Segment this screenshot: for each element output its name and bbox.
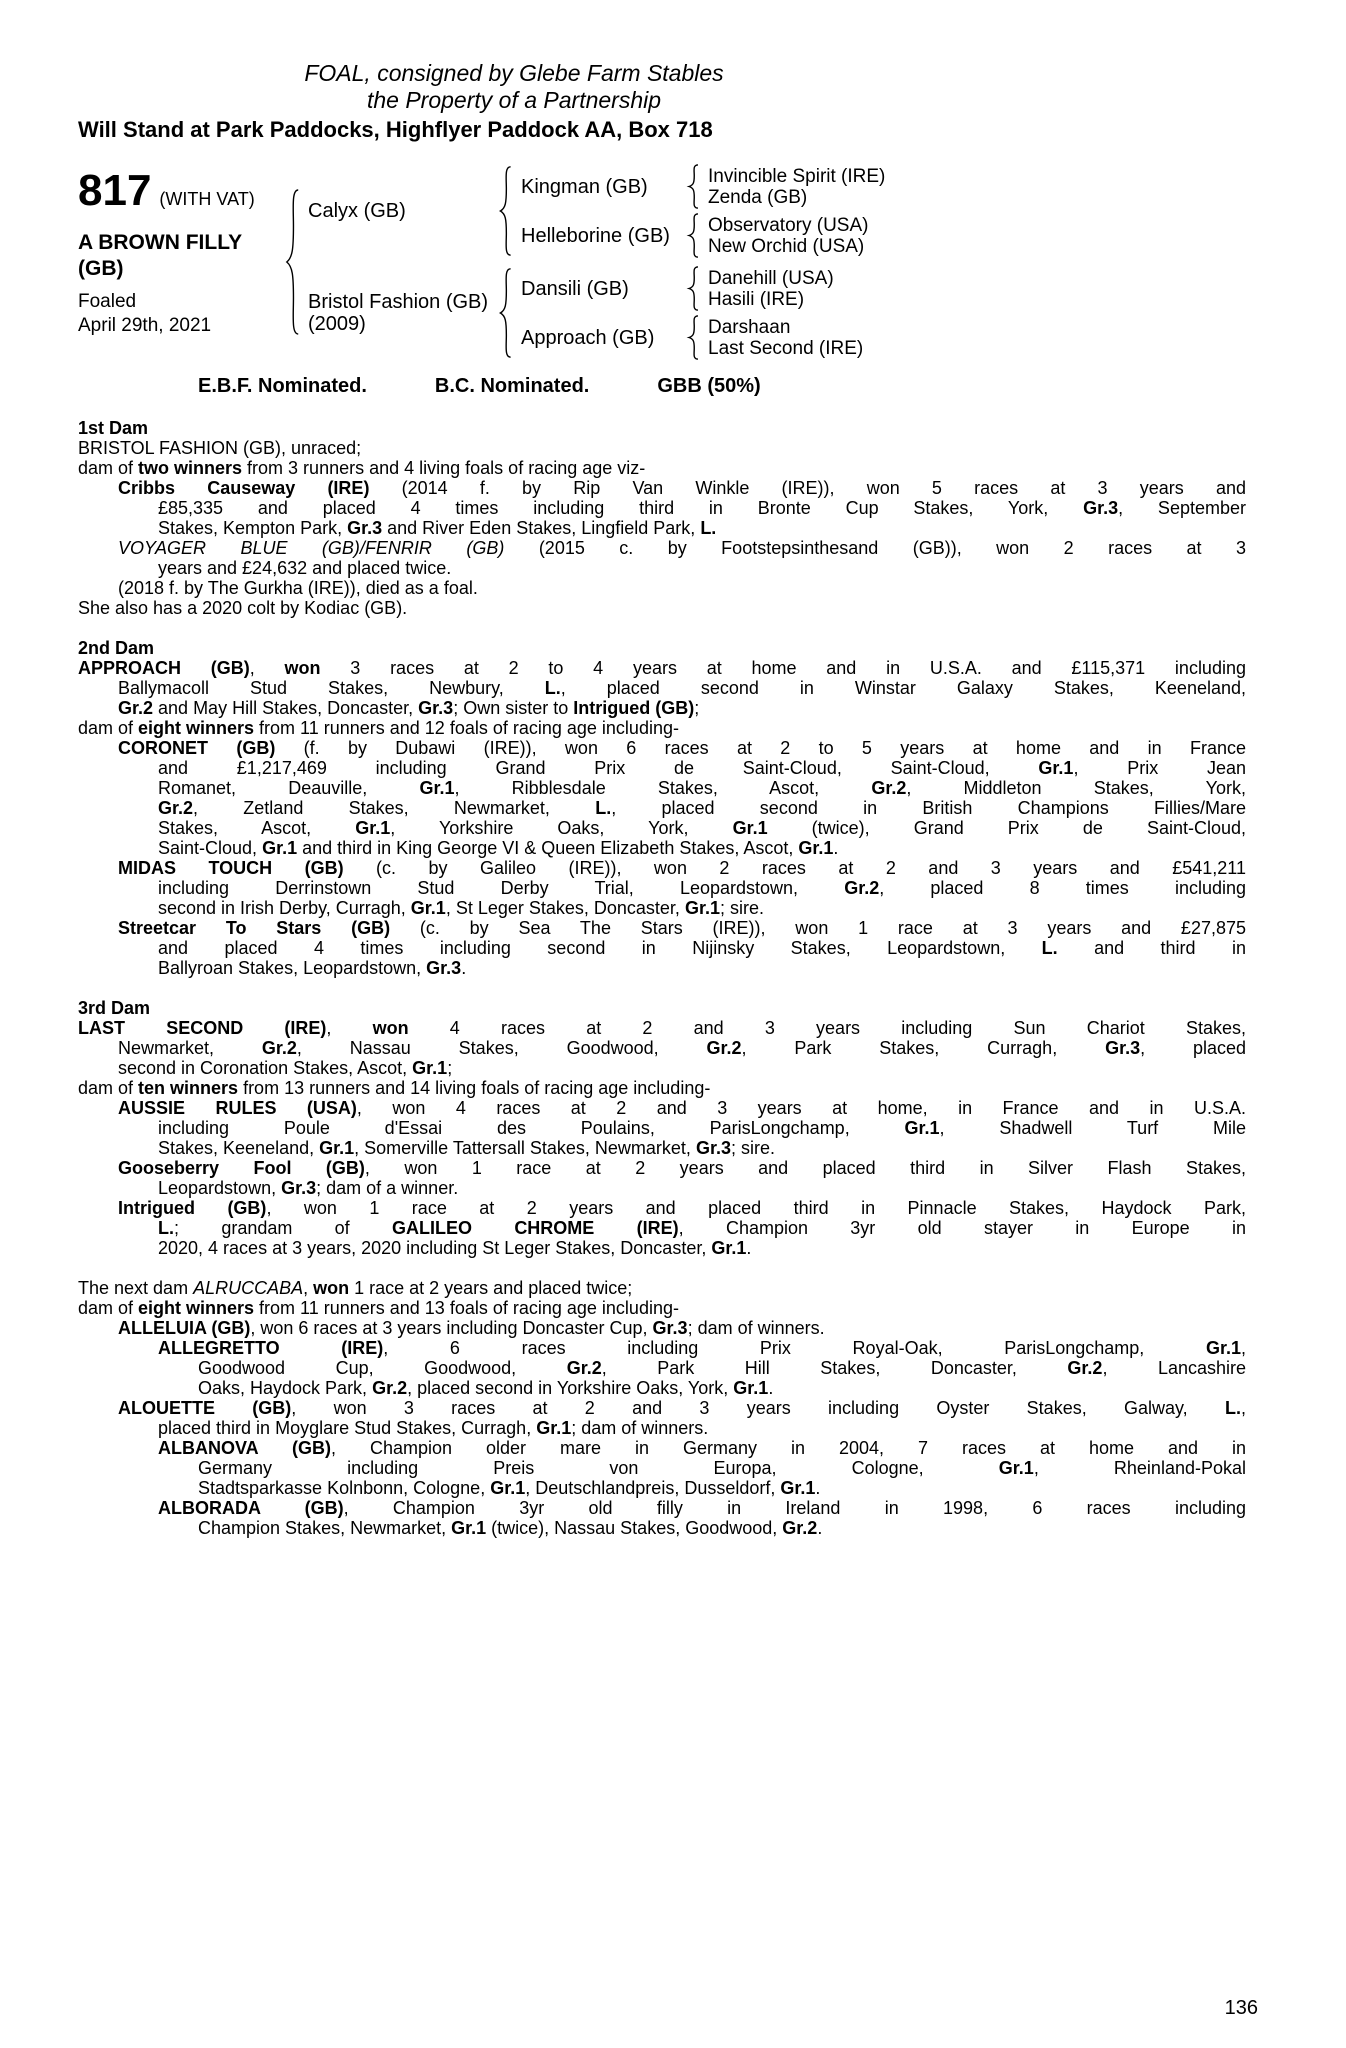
maternal-grandsire-row bbox=[521, 266, 913, 311]
foaled-label: Foaled bbox=[78, 291, 137, 312]
catalogue-text-line bbox=[78, 1358, 1246, 1378]
text-run: (c. by Galileo (IRE)), won 2 races at 2 and 3 years and £541,211 bbox=[343, 858, 1246, 878]
catalogue-text-line bbox=[78, 498, 1246, 518]
catalogue-text-line bbox=[78, 1378, 1246, 1398]
text-run: dam of bbox=[78, 1078, 139, 1098]
catalogue-text-line bbox=[78, 538, 1246, 558]
text-run: , won 1 race at 2 years and placed third in Pinnacle Stakes, Haydock Park, bbox=[266, 1198, 1246, 1218]
text-run: She also has a 2020 colt by Kodiac (GB). bbox=[78, 598, 408, 618]
ebf-nomination: E.B.F. Nominated. bbox=[198, 375, 367, 397]
emphasized-run: VOYAGER BLUE (GB)/FENRIR (GB) bbox=[118, 538, 505, 558]
emphasized-run: Gr.1 bbox=[780, 1478, 816, 1498]
emphasized-run: Cribbs Causeway (IRE) bbox=[118, 478, 370, 498]
emphasized-run: Gr.1 bbox=[998, 1458, 1034, 1478]
emphasized-run: Streetcar To Stars (GB) bbox=[118, 918, 391, 938]
catalogue-text-line bbox=[78, 878, 1246, 898]
pedigree-tree bbox=[283, 164, 1246, 360]
paternal-grandsire-name: Kingman (GB) bbox=[521, 175, 648, 198]
emphasized-run: Gr.3 bbox=[418, 698, 454, 718]
emphasized-run: Gr.1 bbox=[732, 818, 768, 838]
catalogue-text-line bbox=[78, 558, 1246, 578]
text-run: , Middleton Stakes, York, bbox=[906, 778, 1246, 798]
great-grandsire-name: Invincible Spirit (IRE) bbox=[708, 165, 886, 187]
text-run: , Zetland Stakes, Newmarket, bbox=[193, 798, 596, 818]
text-run: ; sire. bbox=[730, 1138, 775, 1158]
catalogue-text-line bbox=[78, 1118, 1246, 1138]
text-run: from 13 runners and 14 living foals of racing age including- bbox=[238, 1078, 711, 1098]
text-run: (twice), Nassau Stakes, Goodwood, bbox=[486, 1518, 783, 1538]
text-run: , September bbox=[1118, 498, 1246, 518]
page-number: 136 bbox=[1224, 1997, 1258, 2019]
emphasized-run: Gr.1 bbox=[536, 1418, 572, 1438]
text-run: . bbox=[768, 1378, 774, 1398]
dam-section bbox=[78, 998, 1246, 1258]
emphasized-run: Gr.1 bbox=[490, 1478, 526, 1498]
text-run: from 3 runners and 4 living foals of racing age viz- bbox=[242, 458, 646, 478]
text-run: 1 race at 2 years and placed twice; bbox=[349, 1278, 633, 1298]
text-run: including Derrinstown Stud Derby Trial, Leopardstown, bbox=[158, 878, 845, 898]
text-run: , won 3 races at 2 and 3 years including Oyster Stakes, Galway, bbox=[291, 1398, 1225, 1418]
emphasized-run: Gr.1 bbox=[1038, 758, 1074, 778]
text-run: , St Leger Stakes, Doncaster, bbox=[445, 898, 685, 918]
text-run: Champion Stakes, Newmarket, bbox=[198, 1518, 452, 1538]
gbb-note: GBB (50%) bbox=[657, 375, 761, 397]
consignor-line: FOAL, consigned by Glebe Farm Stables bbox=[304, 60, 724, 86]
dam-section-heading: 1st Dam bbox=[78, 418, 149, 438]
text-run: ; Own sister to bbox=[453, 698, 574, 718]
great-grandsire-name: Danehill (USA) bbox=[708, 267, 834, 289]
emphasized-run: ALLEGRETTO (IRE) bbox=[158, 1338, 384, 1358]
emphasized-run: two winners bbox=[138, 458, 243, 478]
catalogue-text-line bbox=[78, 438, 1246, 458]
nominations-row bbox=[198, 374, 1246, 398]
emphasized-run: Gooseberry Fool (GB) bbox=[118, 1158, 365, 1178]
emphasized-run: Gr.1 bbox=[419, 778, 455, 798]
vat-note: (WITH VAT) bbox=[159, 189, 255, 209]
text-run: and third in bbox=[1057, 938, 1246, 958]
catalogue-text-line bbox=[78, 658, 1246, 678]
emphasized-run: ten winners bbox=[138, 1078, 239, 1098]
text-run: , Yorkshire Oaks, York, bbox=[390, 818, 733, 838]
text-run: , Ribblesdale Stakes, Ascot, bbox=[454, 778, 872, 798]
great-grandparents bbox=[708, 166, 913, 208]
text-run: and River Eden Stakes, Lingfield Park, bbox=[382, 518, 701, 538]
text-run: ; sire. bbox=[719, 898, 764, 918]
emphasized-run: ALOUETTE (GB) bbox=[118, 1398, 292, 1418]
emphasized-run: Gr.2 bbox=[782, 1518, 818, 1538]
text-run: ; dam of a winner. bbox=[316, 1178, 459, 1198]
maternal-grandparents bbox=[521, 266, 913, 360]
text-run: , Champion older mare in Germany in 2004, 7 races at home and in bbox=[330, 1438, 1246, 1458]
great-grandparents bbox=[708, 268, 913, 310]
catalogue-text-line bbox=[78, 598, 1246, 618]
emphasized-run: Gr.3 bbox=[652, 1318, 688, 1338]
text-run: , bbox=[303, 1278, 314, 1298]
emphasized-run: ALLELUIA (GB) bbox=[118, 1318, 251, 1338]
catalogue-text-line bbox=[78, 1198, 1246, 1218]
text-run: 2020, 4 races at 3 years, 2020 including St Leger Stakes, Doncaster, bbox=[158, 1238, 712, 1258]
text-run: ; bbox=[447, 1058, 453, 1078]
catalogue-text-line bbox=[78, 818, 1246, 838]
foal-name-line2: (GB) bbox=[78, 257, 124, 280]
text-run: Stakes, Kempton Park, bbox=[158, 518, 348, 538]
text-run: , 6 races including Prix Royal-Oak, ParisLongchamp, bbox=[383, 1338, 1206, 1358]
dam-section bbox=[78, 638, 1246, 978]
text-run: Oaks, Haydock Park, bbox=[198, 1378, 373, 1398]
catalogue-text-line bbox=[78, 738, 1246, 758]
emphasized-run: won bbox=[372, 1018, 409, 1038]
dam-name-cell bbox=[308, 291, 490, 335]
emphasized-run: Gr.3 bbox=[426, 958, 462, 978]
catalogue-text-line bbox=[78, 918, 1246, 938]
emphasized-run: Intrigued (GB) bbox=[118, 1198, 267, 1218]
emphasized-run: Gr.1 bbox=[798, 838, 834, 858]
text-run: (f. by Dubawi (IRE)), won 6 races at 2 to 5 years at home and in France bbox=[275, 738, 1246, 758]
emphasized-run: won bbox=[313, 1278, 350, 1298]
text-run: £85,335 and placed 4 times including third in Bronte Cup Stakes, York, bbox=[158, 498, 1084, 518]
text-run: . bbox=[461, 958, 467, 978]
text-run: , Lancashire bbox=[1102, 1358, 1247, 1378]
emphasized-run: CORONET (GB) bbox=[118, 738, 276, 758]
emphasized-run: GALILEO CHROME (IRE) bbox=[392, 1218, 679, 1238]
text-run: Stakes, Keeneland, bbox=[158, 1138, 320, 1158]
emphasized-run: Gr.1 bbox=[319, 1138, 355, 1158]
catalogue-text-line bbox=[78, 1078, 1246, 1098]
text-run: , Rheinland-Pokal bbox=[1033, 1458, 1246, 1478]
catalogue-text-line bbox=[78, 518, 1246, 538]
great-grandsire-name: Darshaan bbox=[708, 316, 791, 338]
emphasized-run: Gr.1 bbox=[262, 838, 298, 858]
emphasized-run: ALBANOVA (GB) bbox=[158, 1438, 331, 1458]
text-run: and third in King George VI & Queen Elizabeth Stakes, Ascot, bbox=[297, 838, 799, 858]
emphasized-run: LAST SECOND (IRE) bbox=[78, 1018, 327, 1038]
emphasized-run: Gr.1 bbox=[412, 1058, 448, 1078]
sire-brace-icon bbox=[497, 165, 514, 257]
text-run: , Shadwell Turf Mile bbox=[939, 1118, 1246, 1138]
emphasized-run: eight winners bbox=[138, 718, 255, 738]
text-run: , Champion 3yr old stayer in Europe in bbox=[678, 1218, 1246, 1238]
emphasized-run: L. bbox=[595, 798, 612, 818]
catalogue-text-line bbox=[78, 1338, 1246, 1358]
emphasized-run: Gr.2 bbox=[118, 698, 154, 718]
text-run: Romanet, Deauville, bbox=[158, 778, 420, 798]
text-run: ; dam of winners. bbox=[571, 1418, 709, 1438]
catalogue-text-line bbox=[78, 1418, 1246, 1438]
emphasized-run: Gr.2 bbox=[871, 778, 907, 798]
text-run: 4 races at 2 and 3 years including Sun Chariot Stakes, bbox=[408, 1018, 1246, 1038]
emphasized-run: Gr.2 bbox=[158, 798, 194, 818]
catalogue-text-line bbox=[78, 698, 1246, 718]
catalogue-text-line bbox=[78, 458, 1246, 478]
catalogue-text-line bbox=[78, 798, 1246, 818]
emphasized-run: Gr.3 bbox=[695, 1138, 731, 1158]
maternal-granddam-row bbox=[521, 315, 913, 360]
text-run: , placed bbox=[1140, 1038, 1246, 1058]
text-run: (2015 c. by Footstepsinthesand (GB)), won 2 races at 3 bbox=[504, 538, 1246, 558]
text-run: Goodwood Cup, Goodwood, bbox=[198, 1358, 567, 1378]
emphasized-run: Gr.1 bbox=[451, 1518, 487, 1538]
catalogue-text-line bbox=[78, 838, 1246, 858]
emphasized-run: Intrigued (GB) bbox=[573, 698, 695, 718]
lot-number: 817 bbox=[78, 166, 152, 215]
emphasized-run: AUSSIE RULES (USA) bbox=[118, 1098, 357, 1118]
catalogue-text-line bbox=[78, 758, 1246, 778]
text-run: and placed 4 times including second in Nijinsky Stakes, Leopardstown, bbox=[158, 938, 1042, 958]
catalogue-text-line bbox=[78, 1298, 1246, 1318]
text-run: , bbox=[249, 658, 285, 678]
brace-icon bbox=[686, 315, 701, 360]
emphasized-run: Gr.3 bbox=[281, 1178, 317, 1198]
emphasized-run: Gr.1 bbox=[733, 1378, 769, 1398]
brace-icon bbox=[686, 164, 701, 209]
text-run: , Park Stakes, Curragh, bbox=[741, 1038, 1106, 1058]
catalogue-text-line bbox=[78, 1518, 1246, 1538]
text-run: , Champion 3yr old filly in Ireland in 1998, 6 races including bbox=[343, 1498, 1247, 1518]
sire-name: Calyx (GB) bbox=[308, 200, 406, 222]
catalogue-text-line bbox=[78, 1318, 1246, 1338]
text-run: dam of bbox=[78, 718, 139, 738]
emphasized-run: L. bbox=[700, 518, 717, 538]
emphasized-run: Gr.1 bbox=[711, 1238, 747, 1258]
pedigree-root-brace-icon bbox=[283, 187, 302, 337]
great-grandparents bbox=[708, 215, 913, 257]
text-run: (2018 f. by The Gurkha (IRE)), died as a foal. bbox=[118, 578, 478, 598]
text-run: (c. by Sea The Stars (IRE)), won 1 race at 3 years and £27,875 bbox=[390, 918, 1247, 938]
paternal-granddam-name: Helleborine (GB) bbox=[521, 224, 670, 247]
brace-icon bbox=[686, 266, 701, 311]
emphasized-run: Gr.2 bbox=[706, 1038, 742, 1058]
emphasized-run: Gr.3 bbox=[1105, 1038, 1141, 1058]
emphasized-run: L. bbox=[1041, 938, 1058, 958]
text-run: , bbox=[326, 1018, 373, 1038]
dam-section-heading: 3rd Dam bbox=[78, 998, 151, 1018]
catalogue-text-line bbox=[78, 1218, 1246, 1238]
text-run: and £1,217,469 including Grand Prix de Saint-Cloud, Saint-Cloud, bbox=[158, 758, 1039, 778]
text-run: ; bbox=[694, 698, 700, 718]
ownership-line: the Property of a Partnership bbox=[366, 87, 662, 113]
text-run: second in Coronation Stakes, Ascot, bbox=[118, 1058, 413, 1078]
text-run: Ballyroan Stakes, Leopardstown, bbox=[158, 958, 427, 978]
text-run: ; grandam of bbox=[174, 1218, 392, 1238]
emphasized-run: Gr.2 bbox=[566, 1358, 602, 1378]
stabling-line: Will Stand at Park Paddocks, Highflyer Paddock AA, Box 718 bbox=[78, 117, 713, 142]
catalogue-text-line bbox=[78, 1038, 1246, 1058]
text-run: , placed second in Yorkshire Oaks, York, bbox=[407, 1378, 734, 1398]
text-run: years and £24,632 and placed twice. bbox=[158, 558, 452, 578]
emphasized-run: Gr.3 bbox=[1083, 498, 1119, 518]
text-run: The next dam bbox=[78, 1278, 194, 1298]
paternal-grandparents bbox=[521, 164, 913, 258]
text-run: and May Hill Stakes, Doncaster, bbox=[153, 698, 419, 718]
foaled-date: April 29th, 2021 bbox=[78, 315, 212, 336]
text-run: Stakes, Ascot, bbox=[158, 818, 356, 838]
catalogue-body bbox=[78, 418, 1246, 1538]
paternal-granddam-row bbox=[521, 213, 913, 258]
catalogue-text-line bbox=[78, 1438, 1246, 1458]
text-run: . bbox=[817, 1518, 823, 1538]
catalogue-text-line bbox=[78, 1178, 1246, 1198]
lot-number-row bbox=[78, 168, 283, 214]
lot-block bbox=[78, 164, 283, 338]
foal-name-line1: A BROWN FILLY bbox=[78, 231, 243, 254]
emphasized-run: APPROACH (GB) bbox=[78, 658, 250, 678]
text-run: Stadtsparkasse Kolnbonn, Cologne, bbox=[198, 1478, 491, 1498]
emphasized-run: ALRUCCABA bbox=[193, 1278, 304, 1298]
sire-half bbox=[308, 164, 913, 258]
text-run: second in Irish Derby, Curragh, bbox=[158, 898, 411, 918]
dam-section-heading: 2nd Dam bbox=[78, 638, 155, 658]
emphasized-run: L. bbox=[544, 678, 561, 698]
emphasized-run: eight winners bbox=[138, 1298, 255, 1318]
text-run: Saint-Cloud, bbox=[158, 838, 263, 858]
text-run: Newmarket, bbox=[118, 1038, 262, 1058]
dam-name: Bristol Fashion (GB) bbox=[308, 291, 489, 313]
emphasized-run: Gr.1 bbox=[355, 818, 391, 838]
consignor-header bbox=[78, 60, 950, 144]
text-run: , Somerville Tattersall Stakes, Newmarket, bbox=[354, 1138, 696, 1158]
catalogue-text-line bbox=[78, 1458, 1246, 1478]
catalogue-text-line bbox=[78, 1018, 1246, 1038]
great-grandsire-name: Observatory (USA) bbox=[708, 214, 869, 236]
text-run: , placed 8 times including bbox=[879, 878, 1246, 898]
text-run: from 11 runners and 13 foals of racing age including- bbox=[254, 1298, 679, 1318]
text-run: BRISTOL FASHION (GB), unraced; bbox=[78, 438, 362, 458]
catalogue-text-line bbox=[78, 1238, 1246, 1258]
text-run: Ballymacoll Stud Stakes, Newbury, bbox=[118, 678, 545, 698]
catalogue-text-line bbox=[78, 1098, 1246, 1118]
emphasized-run: won bbox=[284, 658, 321, 678]
catalogue-text-line bbox=[78, 1138, 1246, 1158]
great-granddam-name: Zenda (GB) bbox=[708, 186, 808, 208]
maternal-granddam-name: Approach (GB) bbox=[521, 326, 655, 349]
catalogue-text-line bbox=[78, 678, 1246, 698]
catalogue-text-line bbox=[78, 1058, 1246, 1078]
text-run: 3 races at 2 to 4 years at home and in U.S.A. and £115,371 including bbox=[320, 658, 1246, 678]
bc-nomination: B.C. Nominated. bbox=[434, 375, 590, 397]
text-run: ; dam of winners. bbox=[687, 1318, 825, 1338]
catalogue-text-line bbox=[78, 478, 1246, 498]
great-granddam-name: Hasili (IRE) bbox=[708, 288, 805, 310]
text-run: , bbox=[1240, 1398, 1246, 1418]
text-run: Leopardstown, bbox=[158, 1178, 282, 1198]
dam-section bbox=[78, 418, 1246, 618]
text-run: dam of bbox=[78, 1298, 139, 1318]
great-granddam-name: New Orchid (USA) bbox=[708, 235, 865, 257]
catalogue-text-line bbox=[78, 718, 1246, 738]
catalogue-text-line bbox=[78, 958, 1246, 978]
emphasized-run: Gr.1 bbox=[684, 898, 720, 918]
text-run: dam of bbox=[78, 458, 139, 478]
text-run: from 11 runners and 12 foals of racing age including- bbox=[254, 718, 679, 738]
text-run: (2014 f. by Rip Van Winkle (IRE)), won 5 races at 3 years and bbox=[369, 478, 1246, 498]
text-run: Germany including Preis von Europa, Cologne, bbox=[198, 1458, 999, 1478]
text-run: , Deutschlandpreis, Dusseldorf, bbox=[525, 1478, 781, 1498]
text-run: (twice), Grand Prix de Saint-Cloud, bbox=[767, 818, 1246, 838]
text-run: , Nassau Stakes, Goodwood, bbox=[296, 1038, 707, 1058]
emphasized-run: Gr.2 bbox=[372, 1378, 408, 1398]
catalogue-text-line bbox=[78, 778, 1246, 798]
dam-brace-icon bbox=[497, 267, 514, 359]
lot-and-pedigree bbox=[78, 164, 1246, 360]
text-run: , won 6 races at 3 years including Doncaster Cup, bbox=[250, 1318, 653, 1338]
brace-icon bbox=[686, 213, 701, 258]
pedigree-halves bbox=[308, 164, 913, 360]
catalogue-text-line bbox=[78, 1478, 1246, 1498]
emphasized-run: Gr.3 bbox=[347, 518, 383, 538]
catalogue-text-line bbox=[78, 1278, 1246, 1298]
text-run: including Poule d'Essai des Poulains, ParisLongchamp, bbox=[158, 1118, 905, 1138]
text-run: , Prix Jean bbox=[1073, 758, 1246, 778]
catalogue-text-line bbox=[78, 858, 1246, 878]
emphasized-run: L. bbox=[1224, 1398, 1241, 1418]
dam-half bbox=[308, 266, 913, 360]
great-grandparents bbox=[708, 317, 913, 359]
catalogue-text-line bbox=[78, 898, 1246, 918]
text-run: , Park Hill Stakes, Doncaster, bbox=[601, 1358, 1068, 1378]
emphasized-run: Gr.2 bbox=[1067, 1358, 1103, 1378]
text-run: . bbox=[833, 838, 839, 858]
text-run: . bbox=[746, 1238, 752, 1258]
text-run: placed third in Moyglare Stud Stakes, Curragh, bbox=[158, 1418, 537, 1438]
catalogue-text-line bbox=[78, 578, 1246, 598]
text-run: , bbox=[1240, 1338, 1246, 1358]
emphasized-run: Gr.1 bbox=[1205, 1338, 1241, 1358]
catalogue-text-line bbox=[78, 1498, 1246, 1518]
emphasized-run: L. bbox=[158, 1218, 174, 1238]
emphasized-run: Gr.1 bbox=[904, 1118, 940, 1138]
text-run: , won 4 races at 2 and 3 years at home, in France and in U.S.A. bbox=[356, 1098, 1246, 1118]
dam-year: (2009) bbox=[308, 313, 366, 335]
emphasized-run: ALBORADA (GB) bbox=[158, 1498, 344, 1518]
great-granddam-name: Last Second (IRE) bbox=[708, 337, 864, 359]
paternal-grandsire-row bbox=[521, 164, 913, 209]
catalogue-text-line bbox=[78, 1398, 1246, 1418]
maternal-grandsire-name: Dansili (GB) bbox=[521, 277, 629, 300]
catalogue-text-line bbox=[78, 1158, 1246, 1178]
text-run: , won 1 race at 2 years and placed third in Silver Flash Stakes, bbox=[364, 1158, 1246, 1178]
emphasized-run: Gr.2 bbox=[261, 1038, 297, 1058]
text-run: . bbox=[815, 1478, 821, 1498]
text-run: , placed second in Winstar Galaxy Stakes, Keeneland, bbox=[560, 678, 1247, 698]
text-run: , placed second in British Champions Fillies/Mare bbox=[611, 798, 1247, 818]
catalogue-text-line bbox=[78, 938, 1246, 958]
emphasized-run: Gr.2 bbox=[844, 878, 880, 898]
dam-section bbox=[78, 1278, 1246, 1538]
emphasized-run: MIDAS TOUCH (GB) bbox=[118, 858, 344, 878]
emphasized-run: Gr.1 bbox=[410, 898, 446, 918]
